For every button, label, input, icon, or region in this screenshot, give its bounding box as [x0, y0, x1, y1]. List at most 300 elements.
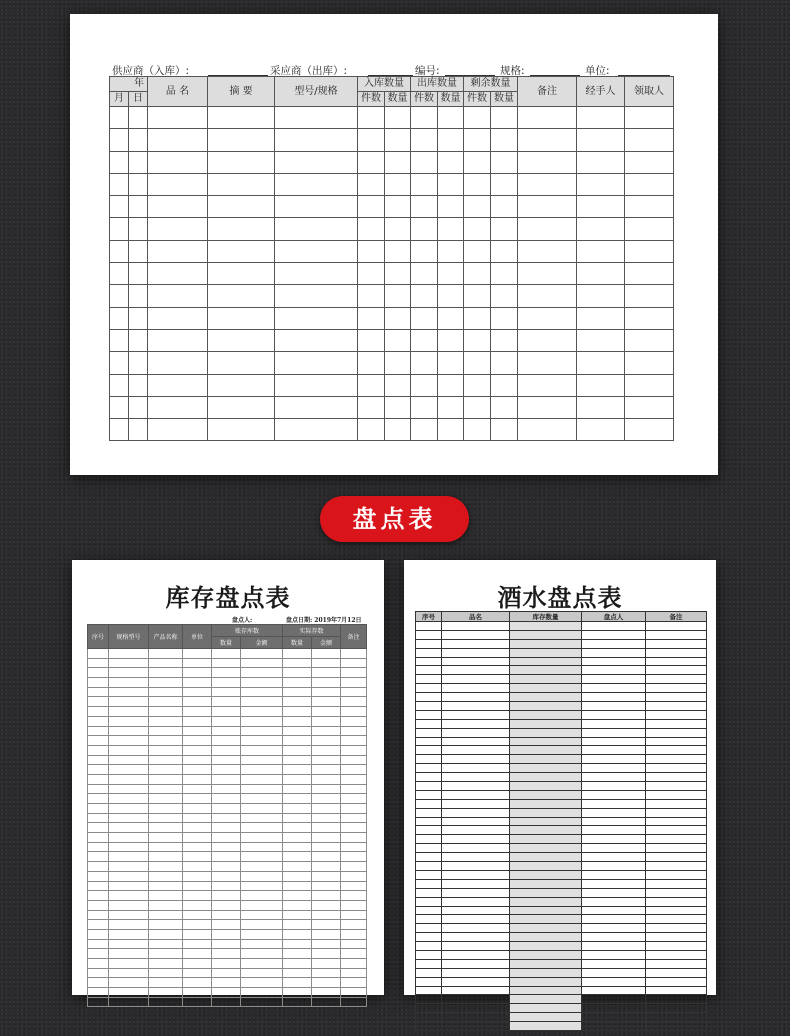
- table-cell: [358, 173, 385, 195]
- table-cell: [275, 352, 358, 374]
- table-cell: [241, 649, 283, 659]
- table-cell: [341, 891, 367, 901]
- table-cell: [312, 920, 341, 930]
- table-row: [416, 1004, 707, 1013]
- table-cell: [646, 728, 707, 737]
- table-cell: [442, 1022, 510, 1031]
- table-cell: [110, 285, 129, 307]
- table-cell: [183, 988, 212, 998]
- table-cell: [241, 968, 283, 978]
- table-cell: [646, 790, 707, 799]
- table-cell: [442, 933, 510, 942]
- table-cell: [212, 881, 241, 891]
- table-cell: [183, 658, 212, 668]
- table-cell: [646, 870, 707, 879]
- table-cell: [510, 702, 582, 711]
- table-cell: [438, 263, 464, 285]
- table-cell: [646, 755, 707, 764]
- table-cell: [283, 949, 312, 959]
- table-row: [416, 693, 707, 702]
- table-cell: [109, 988, 149, 998]
- table-cell: [88, 697, 109, 707]
- inv-col-actual-amount: 金额: [312, 637, 341, 649]
- table-cell: [582, 853, 646, 862]
- table-cell: [341, 842, 367, 852]
- table-cell: [442, 808, 510, 817]
- table-cell: [411, 419, 438, 441]
- col-out-qty: 出库数量: [411, 77, 464, 92]
- table-cell: [183, 871, 212, 881]
- col-out-amount: 数量: [438, 92, 464, 107]
- table-cell: [241, 871, 283, 881]
- table-cell: [385, 419, 411, 441]
- table-cell: [625, 374, 674, 396]
- table-cell: [582, 897, 646, 906]
- table-cell: [646, 666, 707, 675]
- table-cell: [416, 782, 442, 791]
- table-row: [416, 764, 707, 773]
- table-cell: [183, 929, 212, 939]
- table-cell: [438, 218, 464, 240]
- table-cell: [582, 826, 646, 835]
- table-cell: [582, 835, 646, 844]
- table-cell: [442, 719, 510, 728]
- table-cell: [208, 151, 275, 173]
- table-cell: [518, 374, 577, 396]
- table-row: [416, 959, 707, 968]
- table-cell: [416, 906, 442, 915]
- table-row: [416, 897, 707, 906]
- table-cell: [646, 853, 707, 862]
- table-cell: [510, 622, 582, 631]
- table-cell: [110, 352, 129, 374]
- table-cell: [283, 745, 312, 755]
- table-cell: [385, 196, 411, 218]
- table-cell: [149, 891, 183, 901]
- table-row: [416, 968, 707, 977]
- table-cell: [518, 307, 577, 329]
- table-row: [110, 374, 674, 396]
- table-cell: [582, 728, 646, 737]
- col-summary: 摘 要: [208, 77, 275, 107]
- table-cell: [109, 716, 149, 726]
- table-cell: [212, 978, 241, 988]
- table-cell: [241, 697, 283, 707]
- table-cell: [358, 218, 385, 240]
- table-cell: [109, 881, 149, 891]
- table-cell: [212, 668, 241, 678]
- table-row: [416, 977, 707, 986]
- table-cell: [385, 240, 411, 262]
- table-cell: [416, 728, 442, 737]
- table-cell: [212, 929, 241, 939]
- table-cell: [577, 396, 625, 418]
- table-cell: [385, 352, 411, 374]
- table-cell: [88, 668, 109, 678]
- table-cell: [510, 915, 582, 924]
- table-cell: [358, 107, 385, 129]
- table-cell: [442, 746, 510, 755]
- table-cell: [212, 736, 241, 746]
- table-row: [88, 726, 367, 736]
- code-label: 编号:: [415, 65, 440, 77]
- table-cell: [241, 881, 283, 891]
- table-cell: [88, 678, 109, 688]
- table-cell: [149, 813, 183, 823]
- table-cell: [109, 939, 149, 949]
- table-cell: [646, 968, 707, 977]
- table-cell: [646, 639, 707, 648]
- table-cell: [510, 746, 582, 755]
- table-cell: [183, 997, 212, 1007]
- table-cell: [416, 835, 442, 844]
- table-cell: [646, 799, 707, 808]
- table-row: [416, 924, 707, 933]
- table-cell: [416, 719, 442, 728]
- table-cell: [625, 173, 674, 195]
- table-cell: [212, 784, 241, 794]
- table-cell: [109, 929, 149, 939]
- table-cell: [646, 906, 707, 915]
- table-cell: [510, 790, 582, 799]
- table-cell: [109, 823, 149, 833]
- table-cell: [88, 949, 109, 959]
- table-cell: [149, 745, 183, 755]
- table-cell: [183, 978, 212, 988]
- table-cell: [646, 737, 707, 746]
- table-cell: [283, 842, 312, 852]
- table-cell: [582, 1013, 646, 1022]
- table-cell: [358, 151, 385, 173]
- table-cell: [510, 728, 582, 737]
- table-cell: [88, 959, 109, 969]
- table-row: [88, 804, 367, 814]
- beverage-title: 酒水盘点表: [497, 584, 623, 612]
- table-cell: [646, 1022, 707, 1031]
- table-cell: [183, 794, 212, 804]
- table-cell: [283, 833, 312, 843]
- table-cell: [312, 736, 341, 746]
- table-cell: [341, 968, 367, 978]
- table-cell: [411, 374, 438, 396]
- table-cell: [148, 374, 208, 396]
- table-cell: [88, 784, 109, 794]
- table-cell: [88, 871, 109, 881]
- table-row: [416, 755, 707, 764]
- table-cell: [148, 218, 208, 240]
- table-cell: [442, 702, 510, 711]
- table-row: [88, 716, 367, 726]
- table-cell: [183, 765, 212, 775]
- table-cell: [491, 396, 518, 418]
- table-cell: [582, 844, 646, 853]
- table-cell: [241, 862, 283, 872]
- table-cell: [208, 352, 275, 374]
- table-cell: [109, 871, 149, 881]
- table-cell: [341, 978, 367, 988]
- table-cell: [283, 784, 312, 794]
- table-cell: [149, 736, 183, 746]
- table-cell: [183, 726, 212, 736]
- table-cell: [149, 929, 183, 939]
- table-cell: [183, 833, 212, 843]
- table-cell: [183, 910, 212, 920]
- table-cell: [109, 920, 149, 930]
- table-row: [416, 826, 707, 835]
- table-cell: [183, 852, 212, 862]
- table-cell: [312, 745, 341, 755]
- table-cell: [358, 352, 385, 374]
- col-in-amount: 数量: [385, 92, 411, 107]
- table-cell: [110, 329, 129, 351]
- table-cell: [646, 817, 707, 826]
- table-cell: [510, 906, 582, 915]
- table-cell: [416, 888, 442, 897]
- table-cell: [129, 173, 148, 195]
- table-cell: [88, 891, 109, 901]
- table-cell: [283, 649, 312, 659]
- col-remain-pieces: 件数: [464, 92, 491, 107]
- table-cell: [312, 891, 341, 901]
- table-row: [416, 773, 707, 782]
- table-cell: [491, 374, 518, 396]
- table-cell: [358, 263, 385, 285]
- table-cell: [208, 196, 275, 218]
- table-row: [88, 813, 367, 823]
- table-cell: [442, 897, 510, 906]
- table-cell: [183, 881, 212, 891]
- table-cell: [646, 782, 707, 791]
- table-cell: [283, 988, 312, 998]
- table-cell: [149, 687, 183, 697]
- bev-col-note: 备注: [646, 612, 707, 622]
- table-cell: [312, 649, 341, 659]
- table-cell: [110, 173, 129, 195]
- table-cell: [582, 986, 646, 995]
- table-cell: [183, 784, 212, 794]
- table-cell: [208, 307, 275, 329]
- table-cell: [385, 307, 411, 329]
- table-cell: [510, 897, 582, 906]
- table-cell: [129, 240, 148, 262]
- table-cell: [312, 784, 341, 794]
- table-cell: [110, 307, 129, 329]
- table-cell: [341, 833, 367, 843]
- table-cell: [358, 307, 385, 329]
- table-cell: [312, 968, 341, 978]
- table-cell: [464, 151, 491, 173]
- table-cell: [212, 697, 241, 707]
- table-row: [416, 942, 707, 951]
- table-cell: [148, 263, 208, 285]
- table-row: [88, 959, 367, 969]
- table-cell: [442, 657, 510, 666]
- table-cell: [341, 959, 367, 969]
- table-row: [416, 622, 707, 631]
- table-cell: [577, 374, 625, 396]
- beverage-check-table: [415, 611, 707, 1031]
- table-cell: [358, 240, 385, 262]
- table-cell: [625, 129, 674, 151]
- table-cell: [416, 684, 442, 693]
- table-cell: [275, 419, 358, 441]
- table-cell: [275, 285, 358, 307]
- table-cell: [491, 285, 518, 307]
- table-cell: [510, 879, 582, 888]
- table-cell: [283, 997, 312, 1007]
- table-cell: [341, 774, 367, 784]
- table-cell: [149, 765, 183, 775]
- table-cell: [416, 764, 442, 773]
- table-cell: [416, 799, 442, 808]
- table-cell: [510, 773, 582, 782]
- table-cell: [109, 891, 149, 901]
- table-cell: [312, 852, 341, 862]
- table-cell: [109, 833, 149, 843]
- table-cell: [341, 658, 367, 668]
- col-note: 备注: [518, 77, 577, 107]
- table-cell: [358, 396, 385, 418]
- table-row: [416, 906, 707, 915]
- table-cell: [577, 307, 625, 329]
- table-cell: [341, 910, 367, 920]
- table-cell: [646, 835, 707, 844]
- table-cell: [582, 995, 646, 1004]
- table-cell: [491, 307, 518, 329]
- table-cell: [312, 939, 341, 949]
- table-row: [88, 891, 367, 901]
- table-cell: [283, 687, 312, 697]
- table-cell: [358, 374, 385, 396]
- table-row: [88, 871, 367, 881]
- table-cell: [510, 639, 582, 648]
- table-cell: [109, 745, 149, 755]
- table-cell: [312, 726, 341, 736]
- table-cell: [438, 329, 464, 351]
- table-cell: [582, 879, 646, 888]
- table-cell: [183, 959, 212, 969]
- table-cell: [416, 790, 442, 799]
- table-cell: [438, 352, 464, 374]
- inv-col-actual-qty: 数量: [283, 637, 312, 649]
- table-cell: [283, 920, 312, 930]
- table-cell: [149, 697, 183, 707]
- table-cell: [385, 329, 411, 351]
- table-cell: [442, 835, 510, 844]
- table-cell: [312, 804, 341, 814]
- table-row: [416, 799, 707, 808]
- table-cell: [283, 929, 312, 939]
- table-cell: [582, 817, 646, 826]
- table-cell: [283, 755, 312, 765]
- table-cell: [312, 668, 341, 678]
- table-cell: [442, 977, 510, 986]
- table-row: [416, 684, 707, 693]
- table-cell: [510, 1013, 582, 1022]
- table-cell: [646, 1013, 707, 1022]
- table-cell: [312, 707, 341, 717]
- table-cell: [442, 755, 510, 764]
- table-cell: [88, 765, 109, 775]
- table-cell: [149, 852, 183, 862]
- table-cell: [275, 218, 358, 240]
- table-cell: [646, 986, 707, 995]
- table-cell: [88, 881, 109, 891]
- table-cell: [149, 959, 183, 969]
- table-cell: [208, 396, 275, 418]
- table-cell: [385, 151, 411, 173]
- table-row: [88, 833, 367, 843]
- table-cell: [510, 1022, 582, 1031]
- table-cell: [646, 897, 707, 906]
- table-cell: [416, 959, 442, 968]
- table-cell: [341, 668, 367, 678]
- table-row: [416, 746, 707, 755]
- table-cell: [88, 813, 109, 823]
- table-cell: [109, 765, 149, 775]
- table-cell: [341, 649, 367, 659]
- table-cell: [411, 329, 438, 351]
- table-cell: [491, 173, 518, 195]
- table-cell: [88, 726, 109, 736]
- table-cell: [442, 648, 510, 657]
- table-cell: [491, 218, 518, 240]
- table-cell: [510, 799, 582, 808]
- table-cell: [582, 1004, 646, 1013]
- table-cell: [341, 678, 367, 688]
- table-cell: [341, 881, 367, 891]
- table-cell: [88, 997, 109, 1007]
- table-cell: [241, 784, 283, 794]
- table-row: [416, 870, 707, 879]
- table-cell: [88, 755, 109, 765]
- table-cell: [212, 774, 241, 784]
- table-cell: [442, 710, 510, 719]
- table-cell: [416, 844, 442, 853]
- spec-label: 规格:: [500, 65, 525, 77]
- table-cell: [88, 862, 109, 872]
- table-cell: [510, 657, 582, 666]
- table-row: [416, 986, 707, 995]
- table-cell: [312, 842, 341, 852]
- table-cell: [442, 888, 510, 897]
- table-cell: [518, 352, 577, 374]
- table-row: [88, 697, 367, 707]
- table-row: [88, 794, 367, 804]
- inout-record-rows: [110, 107, 674, 441]
- table-cell: [518, 173, 577, 195]
- table-cell: [212, 949, 241, 959]
- table-cell: [582, 959, 646, 968]
- table-cell: [275, 307, 358, 329]
- table-row: [110, 329, 674, 351]
- table-cell: [109, 978, 149, 988]
- table-row: [110, 307, 674, 329]
- table-cell: [518, 263, 577, 285]
- table-cell: [416, 648, 442, 657]
- beverage-check-sheet: [404, 560, 716, 995]
- table-cell: [646, 959, 707, 968]
- table-cell: [416, 675, 442, 684]
- table-cell: [577, 263, 625, 285]
- table-cell: [464, 396, 491, 418]
- table-row: [88, 649, 367, 659]
- table-row: [88, 862, 367, 872]
- table-cell: [283, 804, 312, 814]
- table-cell: [442, 773, 510, 782]
- table-row: [416, 1013, 707, 1022]
- table-cell: [109, 784, 149, 794]
